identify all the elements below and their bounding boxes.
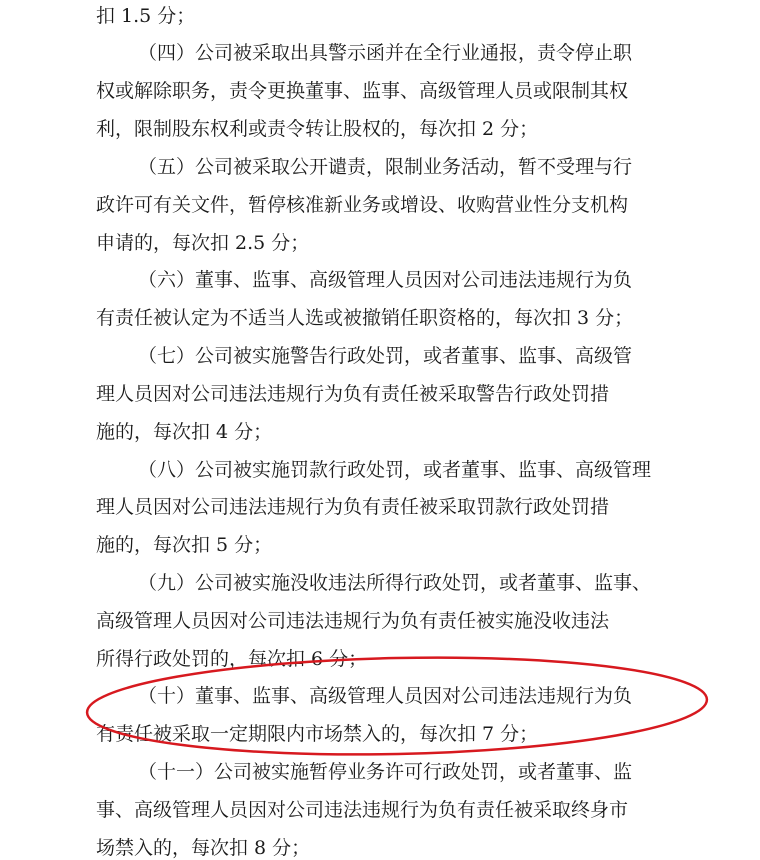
text-line: 所得行政处罚的，每次扣 6 分；: [96, 648, 368, 670]
text-line: 政许可有关文件，暂停核准新业务或增设、收购营业性分支机构: [96, 194, 629, 216]
text-line: （六）董事、监事、高级管理人员因对公司违法违规行为负: [138, 269, 633, 291]
text-line: （四）公司被采取出具警示函并在全行业通报，责令停止职: [138, 42, 633, 64]
text-line: 施的，每次扣 4 分；: [96, 421, 273, 443]
text-line: （七）公司被实施警告行政处罚，或者董事、监事、高级管: [138, 345, 633, 367]
text-line: 扣 1.5 分；: [96, 5, 196, 27]
text-line: 场禁入的，每次扣 8 分；: [96, 837, 311, 859]
text-line: 权或解除职务，责令更换董事、监事、高级管理人员或限制其权: [96, 80, 629, 102]
text-line-highlighted: 有责任被采取一定期限内市场禁入的，每次扣 7 分；: [96, 723, 539, 745]
text-line: （十一）公司被实施暂停业务许可行政处罚，或者董事、监: [138, 761, 633, 783]
text-line-highlighted: （十）董事、监事、高级管理人员因对公司违法违规行为负: [138, 685, 633, 707]
text-line: 利，限制股东权利或责令转让股权的，每次扣 2 分；: [96, 118, 539, 140]
text-line: 理人员因对公司违法违规行为负有责任被采取警告行政处罚措: [96, 383, 610, 405]
text-line: （八）公司被实施罚款行政处罚，或者董事、监事、高级管理: [138, 459, 652, 481]
text-line: 有责任被认定为不适当人选或被撤销任职资格的，每次扣 3 分；: [96, 307, 634, 329]
text-line: 理人员因对公司违法违规行为负有责任被采取罚款行政处罚措: [96, 496, 610, 518]
text-line: （九）公司被实施没收违法所得行政处罚，或者董事、监事、: [138, 572, 652, 594]
text-line: 施的，每次扣 5 分；: [96, 534, 273, 556]
text-line: 高级管理人员因对公司违法违规行为负有责任被实施没收违法: [96, 610, 610, 632]
text-line: 事、高级管理人员因对公司违法违规行为负有责任被采取终身市: [96, 799, 629, 821]
text-line: 申请的，每次扣 2.5 分；: [96, 232, 310, 254]
text-line: （五）公司被采取公开谴责，限制业务活动，暂不受理与行: [138, 156, 633, 178]
